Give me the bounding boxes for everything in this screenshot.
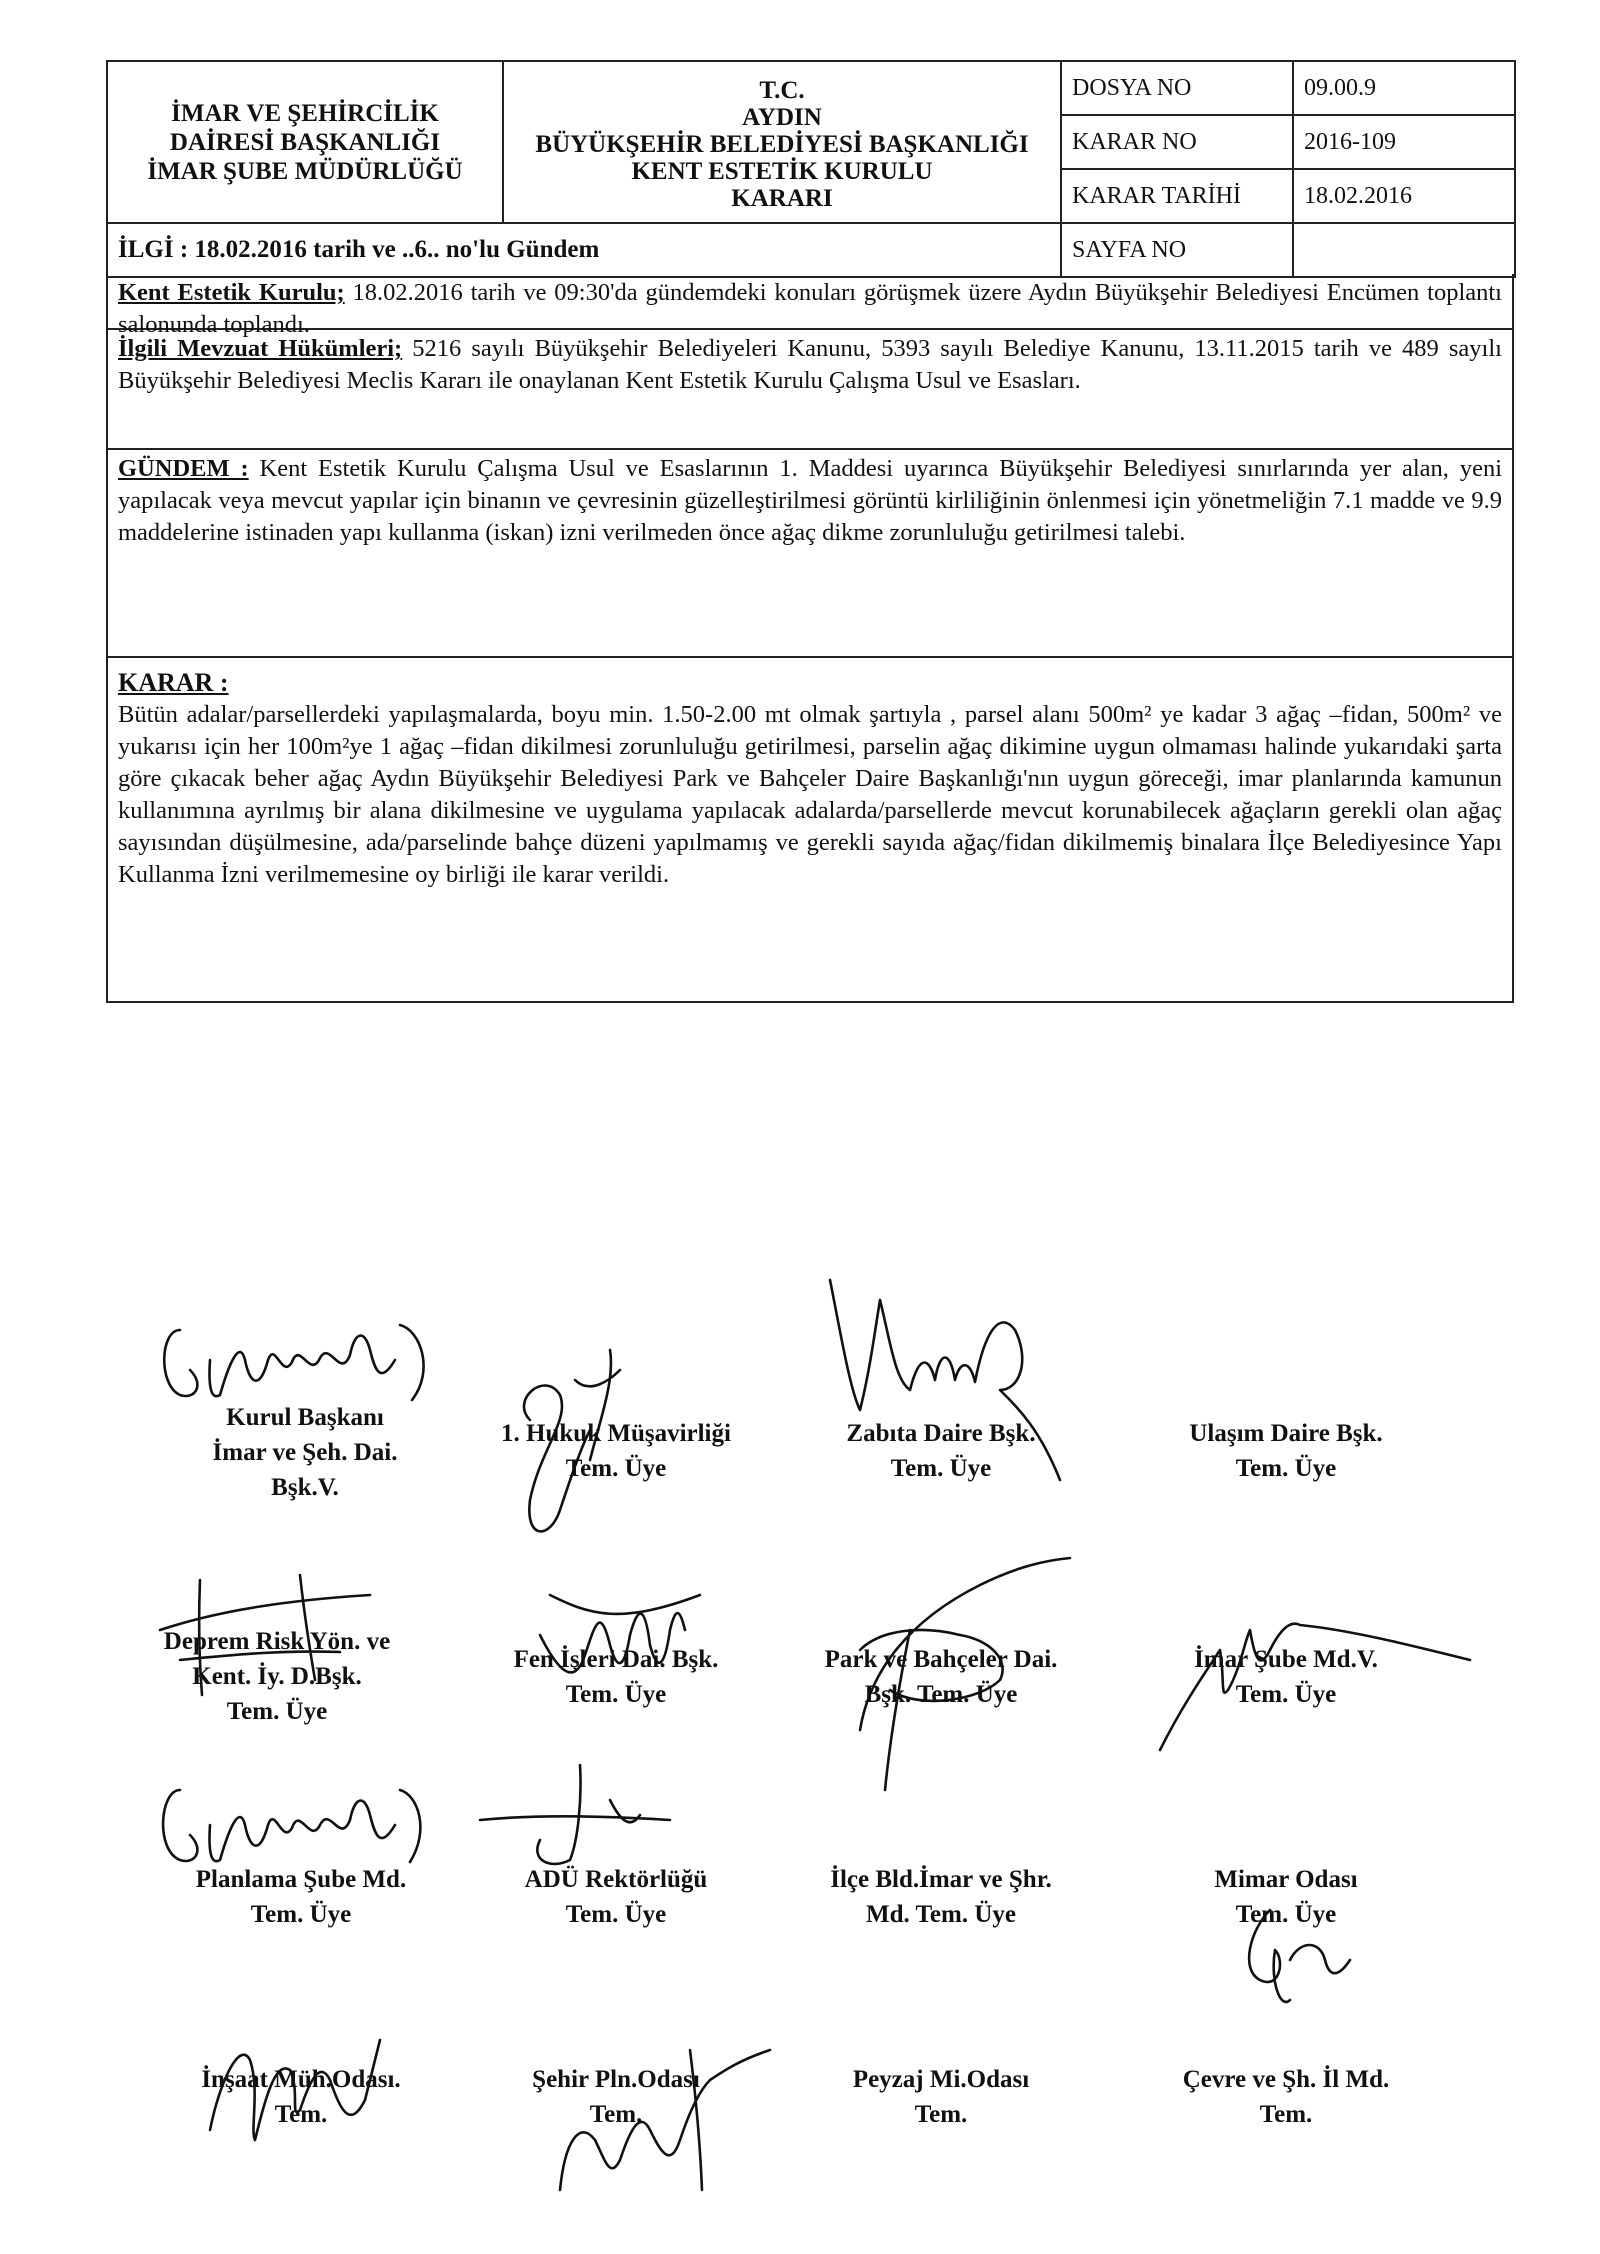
signature-peyzaj-odasi: [776, 2062, 1106, 2132]
signature-line: Tem.: [914, 2101, 968, 2128]
signature-line: Tem. Üye: [1235, 1901, 1337, 1928]
institution-line: AYDIN: [742, 103, 822, 131]
handwritten-signature: [1150, 1590, 1480, 1760]
signature-line: Tem. Üye: [565, 1681, 667, 1708]
karar-heading: KARAR :: [118, 668, 229, 697]
handwritten-signature: [550, 2020, 780, 2200]
karar-no-value: 2016-109: [1293, 115, 1515, 169]
signature-line: Çevre ve Şh. İl Md.: [1182, 2066, 1390, 2093]
signature-line: 1. Hukuk Müşavirliği: [501, 1420, 731, 1447]
dosya-no-label: DOSYA NO: [1061, 61, 1293, 115]
signature-line: Planlama Şube Md.: [195, 1866, 407, 1893]
handwritten-signature: [820, 1270, 1080, 1500]
karar-no-label: KARAR NO: [1061, 115, 1293, 169]
signature-line: Tem.: [274, 2101, 328, 2128]
handwritten-signature: [530, 1575, 710, 1695]
mevzuat-text: 5216 sayılı Büyükşehir Belediyeleri Kanunu, 5393 sayılı Belediye Kanunu, 13.11.2015 tarih ve 489 sayılı Büyükşehir Belediyesi Meclis Kararı ile onaylanan Kent Estetik Kurulu Çalışma Usul ve Esasları.: [118, 335, 1502, 394]
department-line: İMAR VE ŞEHİRCİLİK: [171, 99, 439, 127]
karar-section: [106, 658, 1514, 1003]
sayfa-no-value: [1293, 223, 1515, 277]
header-table: [106, 60, 1516, 278]
handwritten-signature: [150, 1770, 430, 1890]
ilgi-reference: İLGİ : 18.02.2016 tarih ve ..6.. no'lu Gündem: [107, 223, 1061, 277]
signature-line: Md. Tem. Üye: [866, 1901, 1016, 1928]
signature-line: Tem. Üye: [890, 1455, 992, 1482]
signature-line: İmar ve Şeh. Dai.: [212, 1439, 398, 1466]
karar-text: Bütün adalar/parsellerdeki yapılaşmalarda, boyu min. 1.50-2.00 mt olmak şartıyla , parsel alanı 500m² ye kadar 3 ağaç –fidan, 500m² ve yukarısı için her 100m²ye 1 ağaç –fidan dikilmesi zorunluluğu getirilmesi, parselin ağaç dikimine uygun olmaması halinde yukarıdaki şarta göre çıkacak beher ağaç Aydın Büyükşehir Belediyesi Park ve Bahçeler Daire Başkanlığı'nın uygun göreceği, imar planlarında kamunun kullanımına ayrılmış bir alana dikilmesine ve uygulama yapılacak adalarda/parsellerde mevcut korunabilecek ağaçların gerekli olan ağaç sayısından düşülmesine, ada/parselinde bahçe düzeni yapılmamış ve gerekli sayıda ağaç/fidan dikilmemiş binalara İlçe Belediyesince Yapı Kullanma İzni verilmemesine oy birliği ile karar verildi.: [118, 701, 1502, 888]
signature-line: Zabıta Daire Bşk.: [846, 1420, 1036, 1447]
karar-tarihi-value: 18.02.2016: [1293, 169, 1515, 223]
department-name: [107, 61, 503, 223]
signature-ilce-imar: [776, 1862, 1106, 1932]
signature-cevre-il-md: [1121, 2062, 1451, 2132]
signature-line: İlçe Bld.İmar ve Şhr.: [830, 1866, 1052, 1893]
signature-line: Tem. Üye: [565, 1455, 667, 1482]
signature-line: Peyzaj Mi.Odası: [852, 2066, 1030, 2093]
signature-line: Tem. Üye: [250, 1901, 352, 1928]
signature-line: Bşk.V.: [271, 1474, 339, 1501]
signature-line: Deprem Risk Yön. ve: [163, 1628, 391, 1655]
signature-line: ADÜ Rektörlüğü: [524, 1866, 708, 1893]
signature-line: Kent. İy. D.Bşk.: [192, 1663, 362, 1690]
institution-line: KARARI: [731, 184, 833, 212]
signature-line: İmar Şube Md.V.: [1194, 1646, 1378, 1673]
handwritten-signature: [150, 1300, 450, 1430]
department-line: DAİRESİ BAŞKANLIĞI: [169, 128, 441, 156]
signature-line: Tem.: [1259, 2101, 1313, 2128]
sayfa-no-label: SAYFA NO: [1061, 223, 1293, 277]
mevzuat-heading: İlgili Mevzuat Hükümleri;: [118, 335, 403, 362]
dosya-no-value: 09.00.9: [1293, 61, 1515, 115]
signature-line: Tem. Üye: [1235, 1455, 1337, 1482]
department-line: İMAR ŞUBE MÜDÜRLÜĞÜ: [147, 157, 463, 185]
signature-line: Fen İşleri Dai. Bşk.: [513, 1646, 719, 1673]
institution-line: BÜYÜKŞEHİR BELEDİYESİ BAŞKANLIĞI: [535, 130, 1029, 158]
kurul-text: 18.02.2016 tarih ve 09:30'da gündemdeki konuları görüşmek üzere Aydın Büyükşehir Belediyesi Encümen toplantı salonunda toplandı.: [118, 279, 1502, 338]
signature-line: Park ve Bahçeler Dai.: [824, 1646, 1058, 1673]
handwritten-signature: [470, 1340, 670, 1550]
signature-line: Şehir Pln.Odası: [532, 2066, 700, 2093]
signature-ulasim: [1121, 1416, 1451, 1486]
signature-line: Ulaşım Daire Bşk.: [1189, 1420, 1383, 1447]
handwritten-signature: [140, 1570, 430, 1700]
signature-line: Tem. Üye: [1235, 1681, 1337, 1708]
kurul-heading: Kent Estetik Kurulu;: [118, 279, 345, 306]
gundem-section: [106, 450, 1514, 658]
institution-line: KENT ESTETİK KURULU: [631, 157, 933, 185]
gundem-heading: GÜNDEM :: [118, 455, 249, 482]
signature-line: İnşaat Müh.Odası.: [201, 2066, 401, 2093]
signature-line: Tem. Üye: [565, 1901, 667, 1928]
signature-line: Kurul Başkanı: [226, 1404, 384, 1431]
signature-line: Tem.: [589, 2101, 643, 2128]
handwritten-signature: [470, 1760, 700, 1880]
institution-line: T.C.: [759, 76, 805, 104]
signature-line: Bşk. Tem. Üye: [864, 1681, 1018, 1708]
karar-tarihi-label: KARAR TARİHİ: [1061, 169, 1293, 223]
signature-line: Tem. Üye: [226, 1698, 328, 1725]
kurul-section: [106, 274, 1514, 338]
institution-name: [503, 61, 1061, 223]
handwritten-signature: [1230, 1900, 1360, 2020]
handwritten-signature: [190, 2020, 410, 2170]
gundem-text: Kent Estetik Kurulu Çalışma Usul ve Esaslarının 1. Maddesi uyarınca Büyükşehir Belediyesi sınırlarında yer alan, yeni yapılacak veya mevcut yapılar için binanın ve çevresinin güzelleştirilmesi görüntü kirliliğinin önlenmesi için yönetmeliğin 7.1 madde ve 9.9 maddelerine istinaden yapı kullanma (iskan) izni verilmeden önce ağaç dikme zorunluluğu getirilmesi talebi.: [118, 455, 1502, 546]
mevzuat-section: [106, 330, 1514, 450]
signature-line: Mimar Odası: [1214, 1866, 1358, 1893]
handwritten-signature: [800, 1540, 1090, 1790]
